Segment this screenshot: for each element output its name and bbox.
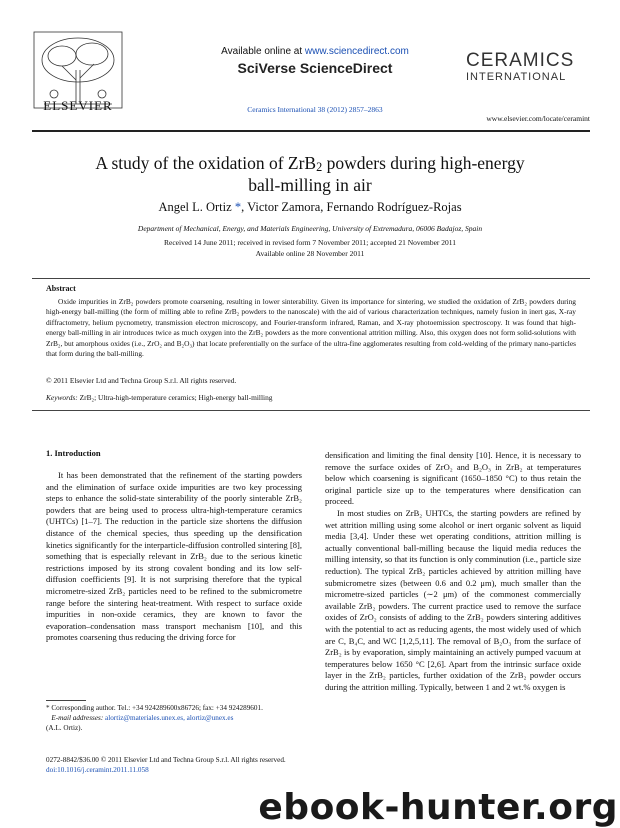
abstract-text: Oxide impurities in ZrB₂ powders promote coarsening, resulting in lower sinterability. Given its importance for sintering, we studied the oxidation of ZrB₂ powders during high-energy ball-milling (the form of milling able to refine ZrB₂ powders to the nanoscale) with the aid of various characterization techniques, namely fusion in inert gas, X-ray diffractometry, helium pycnometry, transmission electron microscopy, and Fourier-transform infrared, Raman, and X-ray photoemission spectroscopy. It was found that high-energy ball-milling in air introduces twice as much oxygen into the ZrB₂ powders as the more conventional attrition milling. Also, this oxygen does not form solid-solutions with ZrB₂, but amorphous oxides (i.e., ZrO₂ and B₂O₃) that locate preferentially on the surface of the ultra-fine agglomerates resulting from cold-welding of the primary nano-particles that form during the ball-milling. (46, 297, 576, 359)
keywords-label: Keywords: (46, 393, 78, 402)
left-column (46, 470, 302, 644)
journal-logo (466, 50, 584, 83)
doi-link[interactable]: doi:10.1016/j.ceramint.2011.11.058 (46, 766, 149, 774)
publisher-name: ELSEVIER (43, 98, 113, 113)
journal-logo-line1: CERAMICS (466, 50, 575, 71)
availability-prefix: Available online at (221, 46, 305, 57)
intro-paragraph-2: In most studies on ZrB₂ UHTCs, the starting powders are refined by wet attrition milling using some alcohol or inert organic solvent as liquid media [3,4]. Under these wet operating conditions, attrition milling is actually conventional ball-milling because the liquid media reduces the milling intensity, so that its function is only comminution (i.e., particle size reduction). The typical ZrB₂ particles achieved by attrition milling have submicrometre sizes (between 0.6 and 0.2 μm), much smaller than the micrometre-sized particles (∼2 μm) of the commonest commercially available ZrB₂ powders. The current practice used to remove the surface oxides of ZrO₂ consists of adding to the ZrB₂ powders sintering additives with the potential to act as reducing agents, the most widely used of which are C, B₄C, and WC [1,2,5,11]. The removal of B₂O₃ from the surface of ZrB₂ is by evaporation, simply maintaining an actively pumped vacuum at temperatures below 1650 °C [2,6]. Apart from the intrinsic surface oxide layer in the ZrB₂ particles, further oxidation of the ZrB₂ powder occurs during the attrition milling. Typically, between 1 and 2 wt.% oxygen is (325, 507, 581, 692)
journal-logo-line2: INTERNATIONAL (466, 71, 567, 83)
title-subscript: 2 (316, 160, 323, 174)
intro-paragraph-1: It has been demonstrated that the refinement of the starting powders and the elimination of surface oxide impurities are two key processing steps to enhance the solid-state sinterability of the poorly sinterable ZrB₂ powders that are being used to process ultra-high-temperature ceramics (UHTCs) [1–7]. The reduction in the particle size shortens the diffusion distance of the chemical species, thus speeding up the densification kinetics significantly for the interparticle-diffusion controlled sintering [8], something that is especially relevant in ZrB₂ due to the serious kinetic restrictions imposed by its strong covalent bonding and its low self-diffusion coefficients [9]. It is not surprising therefore that the typical micrometre-sized ZrB₂ particles need to be refined to the submicrometre range before the sintering heat-treatment. With respect to surface oxide impurities in non-oxide ceramics, they are known to favor the evaporation–condensation mass transport mechanism [10], and this promotes coarsening thus reducing the driving force for (46, 470, 302, 643)
email-addresses[interactable]: alortiz@materiales.unex.es, alortiz@unex.es (103, 714, 234, 722)
keywords-list: ZrB₂; Ultra-high-temperature ceramics; High-energy ball-milling (77, 393, 273, 402)
footnote-contact: * Corresponding author. Tel.: +34 924289600x86726; fax: +34 924289601. (46, 704, 263, 712)
platform-name: SciVerse ScienceDirect (237, 60, 393, 76)
other-authors: , Victor Zamora, Fernando Rodríguez-Rojas (241, 200, 462, 214)
footnote-initials: (A.L. Ortiz). (46, 724, 83, 732)
abstract-copyright: © 2011 Elsevier Ltd and Techna Group S.r.l. All rights reserved. (46, 376, 237, 385)
sciencedirect-link[interactable]: www.sciencedirect.com (304, 46, 409, 57)
page-footer (46, 755, 366, 775)
header-divider (32, 130, 590, 132)
article-title (60, 152, 560, 196)
author-ortiz: Angel L. Ortiz (158, 200, 232, 214)
abstract-heading: Abstract (46, 284, 76, 293)
keywords (46, 393, 576, 402)
availability-line (170, 46, 460, 57)
title-part-1: A study of the oxidation of ZrB (95, 153, 317, 173)
abstract-bottom-divider (32, 410, 590, 411)
section-heading-introduction: 1. Introduction (46, 448, 101, 458)
journal-citation[interactable]: Ceramics International 38 (2012) 2857–2863 (247, 105, 383, 114)
affiliation: Department of Mechanical, Energy, and Materials Engineering, University of Extremadura, 06006 Badajoz, Spain (137, 224, 483, 233)
online-date: Available online 28 November 2011 (255, 249, 365, 258)
abstract-top-divider (32, 278, 590, 279)
footnote-divider (46, 700, 86, 701)
intro-paragraph-continued: densification and limiting the final density [10]. Hence, it is necessary to remove the surface oxides of ZrO₂ and B₂O₃ in ZrB₂ at temperatures below which coarsening is significant (1650–1850 °C) to thus retain the original particle size up to the temperatures where densification can proceed. (325, 450, 581, 507)
author-list (60, 200, 560, 215)
email-label: E-mail addresses: (51, 714, 104, 722)
watermark-text: ebook-hunter.org (258, 787, 618, 828)
journal-url[interactable]: www.elsevier.com/locate/ceramint (486, 114, 590, 123)
corresponding-author-mark[interactable]: * (231, 200, 242, 214)
issn-line: 0272-8842/$36.00 © 2011 Elsevier Ltd and Techna Group S.r.l. All rights reserved. (46, 756, 286, 764)
right-column (325, 450, 581, 693)
received-dates: Received 14 June 2011; received in revised form 7 November 2011; accepted 21 November 2011 (164, 238, 456, 247)
title-line-2: ball-milling in air (248, 175, 372, 195)
corresponding-author-footnote (46, 703, 306, 733)
title-part-2: powders during high-energy (322, 153, 525, 173)
